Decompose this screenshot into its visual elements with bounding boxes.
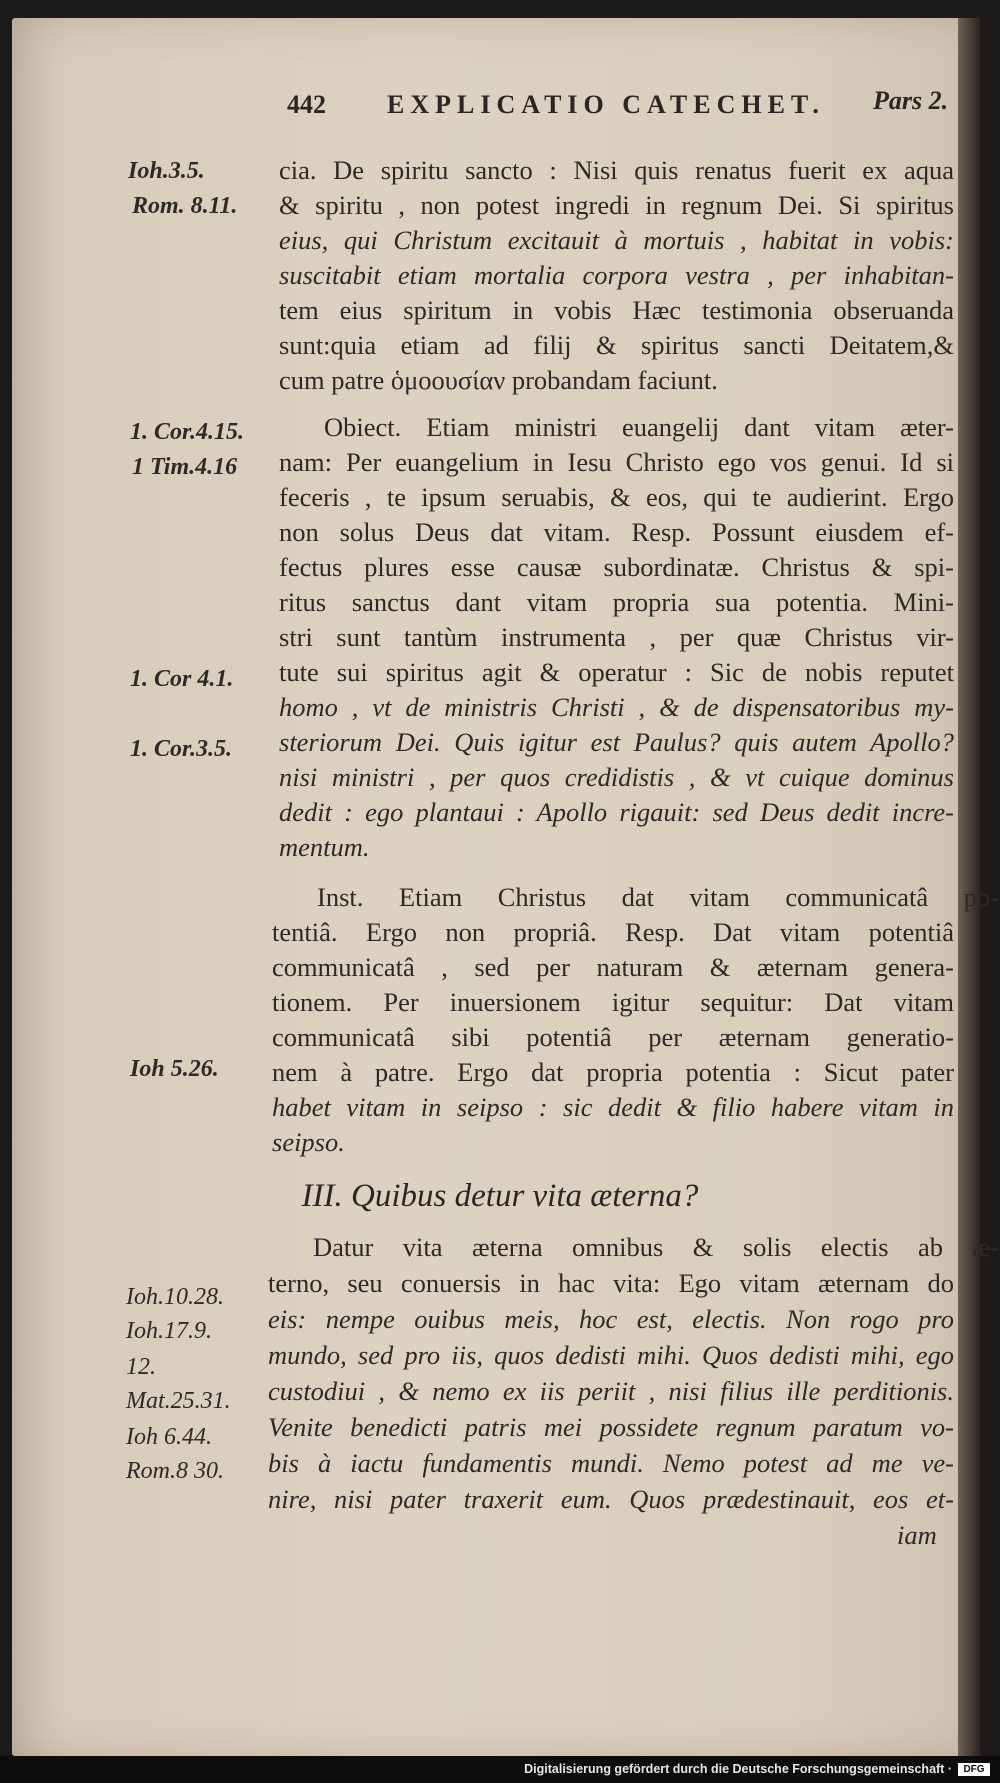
text-line: cia. De spiritu sancto : Nisi quis renatus fuerit ex aqua [279,155,954,185]
text-line: communicatâ , sed per naturam & æternam genera- [272,952,954,982]
text-line: custodiui , & nemo ex iis periit , nisi filius ille perditionis. [268,1376,954,1406]
text-line: eius, qui Christum excitauit à mortuis , habitat in vobis: [279,225,954,255]
text-line: nire, nisi pater traxerit eum. Quos prædestinauit, eos et- [268,1484,954,1514]
text-line: Inst. Etiam Christus dat vitam communicatâ po- [317,882,999,912]
text-line: ritus sanctus dant vitam propria sua potentia. Mini- [279,587,954,617]
text-line: tute sui spiritus agit & operatur : Sic de nobis reputet [279,657,954,687]
text-line: homo , vt de ministris Christi , & de dispensatoribus my- [279,692,954,722]
text-line: & spiritu , non potest ingredi in regnum Dei. Si spiritus [279,190,954,220]
margin-ref: Ioh.17.9. [126,1318,212,1344]
text-line: steriorum Dei. Quis igitur est Paulus? quis autem Apollo? [279,727,954,757]
footer-credit: Digitalisierung gefördert durch die Deutsche Forschungsgemeinschaft · [524,1762,952,1776]
running-header [0,86,1000,126]
text-line: Obiect. Etiam ministri euangelij dant vitam æter- [324,412,954,442]
text-line: tentiâ. Ergo non propriâ. Resp. Dat vitam potentiâ [272,917,954,947]
text-line: tem eius spiritum in vobis Hæc testimonia obseruanda [279,295,954,325]
text-line: terno, seu conuersis in hac vita: Ego vitam æternam do [268,1268,954,1298]
text-line: dedit : ego plantaui : Apollo rigauit: sed Deus dedit incre- [279,797,954,827]
text-line: suscitabit etiam mortalia corpora vestra , per inhabitan- [279,260,954,290]
text-line: Datur vita æterna omnibus & solis electis ab æ- [313,1232,999,1262]
text-line: bis à iactu fundamentis mundi. Nemo potest ad me ve- [268,1448,954,1478]
running-title: EXPLICATIO CATECHET. [387,90,825,119]
digitization-footer [0,1756,1000,1783]
text-line: fectus plures esse causæ subordinatæ. Christus & spi- [279,552,954,582]
margin-ref: Ioh 5.26. [130,1056,219,1082]
margin-ref: Rom.8 30. [126,1458,224,1484]
text-line: nisi ministri , per quos credidistis , & vt cuique dominus [279,762,954,792]
text-line: mundo, sed pro iis, quos dedisti mihi. Quos dedisti mihi, ego [268,1340,954,1370]
margin-ref: 1. Cor.4.15. [130,419,245,445]
text-line: eis: nempe ouibus meis, hoc est, electis. Non rogo pro [268,1304,954,1334]
text-line: feceris , te ipsum seruabis, & eos, qui te audierint. Ergo [279,482,954,512]
text-line: seipso. [272,1127,345,1157]
margin-ref: 12. [126,1354,156,1380]
margin-ref: 1 Tim.4.16 [132,454,238,480]
section-heading: III. Quibus detur vita æterna? [301,1178,699,1214]
text-line: mentum. [279,832,370,862]
margin-ref: 1. Cor 4.1. [130,666,234,692]
text-line: communicatâ sibi potentiâ per æternam generatio- [272,1022,954,1052]
margin-ref: Mat.25.31. [126,1388,231,1414]
margin-ref: Ioh.10.28. [126,1284,224,1310]
text-line: habet vitam in seipso : sic dedit & filio habere vitam in [272,1092,954,1122]
text-line: nem à patre. Ergo dat propria potentia : Sicut pater [272,1057,954,1087]
text-line: stri sunt tantùm instrumenta , per quæ Christus vir- [279,622,954,652]
text-line: non solus Deus dat vitam. Resp. Possunt eiusdem ef- [279,517,954,547]
part-label: Pars 2. [873,86,949,115]
text-line: sunt:quia etiam ad filij & spiritus sancti Deitatem,& [279,330,954,360]
text-line: Venite benedicti patris mei possidete regnum paratum vo- [268,1412,954,1442]
catchword: iam [897,1520,937,1550]
margin-ref: Rom. 8.11. [132,193,238,219]
text-line: nam: Per euangelium in Iesu Christo ego vos genui. Id si [279,447,954,477]
margin-ref: 1. Cor.3.5. [130,736,233,762]
text-line: cum patre ὁμοουσίαν probandam faciunt. [279,365,718,395]
dfg-logo: DFG [958,1763,990,1776]
margin-ref: Ioh 6.44. [126,1424,212,1450]
page-number: 442 [287,90,326,119]
text-line: tionem. Per inuersionem igitur sequitur: Dat vitam [272,987,954,1017]
margin-ref: Ioh.3.5. [128,158,205,184]
